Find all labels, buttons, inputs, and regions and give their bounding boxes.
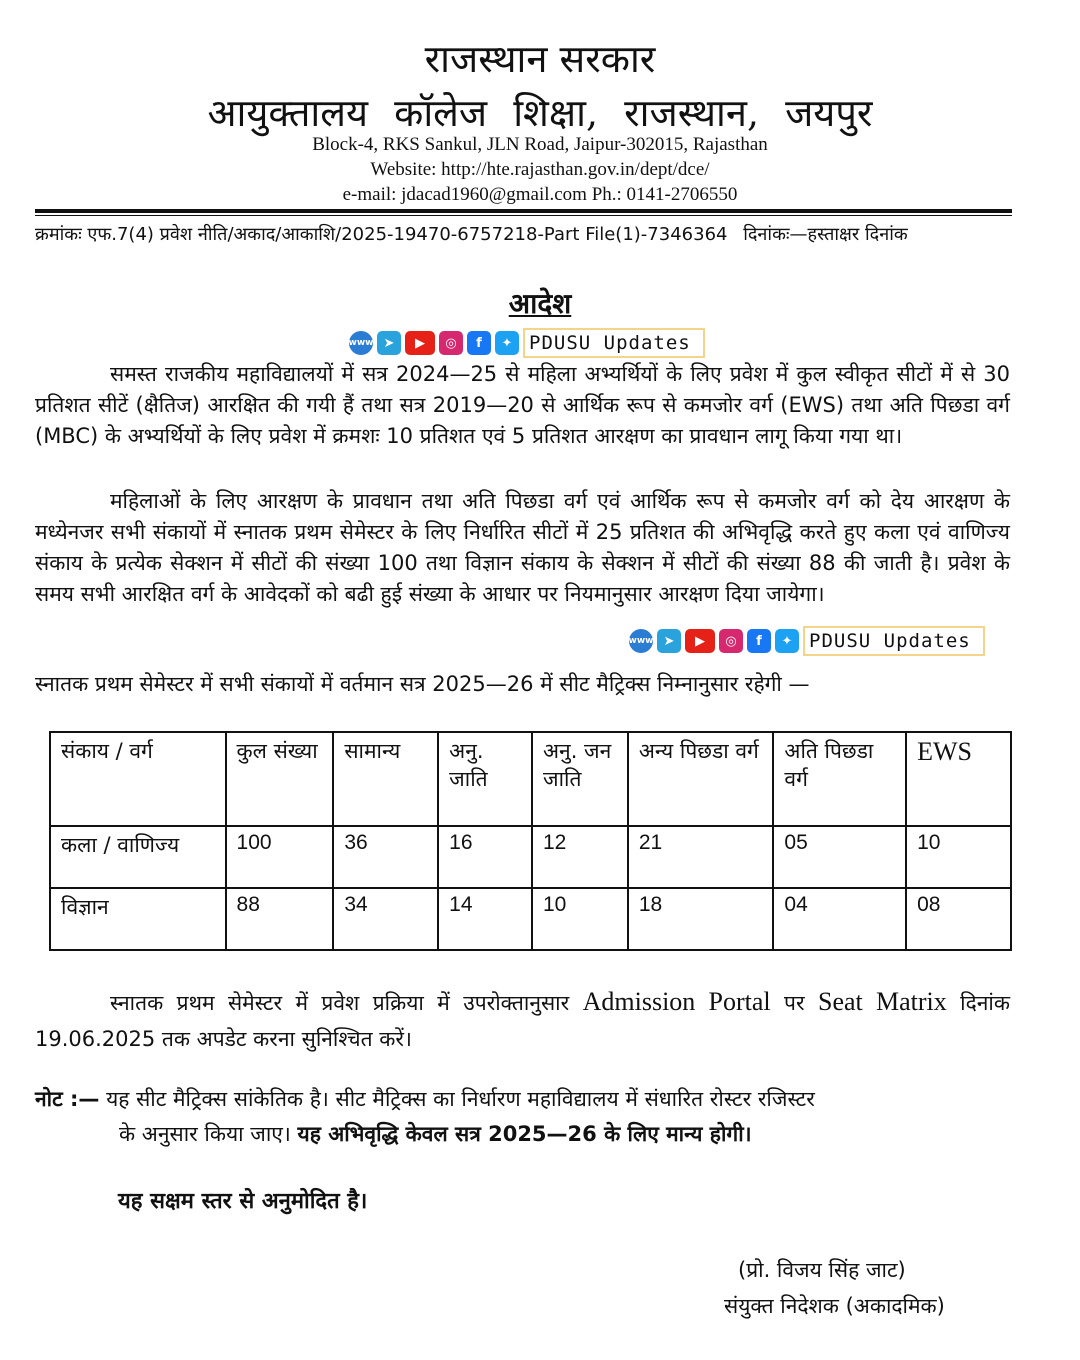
- office-title: आयुक्तालय कॉलेज शिक्षा, राजस्थान, जयपुर: [207, 91, 873, 135]
- note-label: नोट :—: [35, 1087, 100, 1111]
- reference-line: [35, 222, 908, 246]
- watermark-banner: [349, 328, 705, 358]
- table-cell: 16: [438, 826, 532, 888]
- admission-portal-text: Admission Portal: [582, 987, 771, 1016]
- table-cell: 08: [906, 888, 1011, 950]
- office-contact: e-mail: jdacad1960@gmail.com Ph.: 0141-2706550: [342, 184, 738, 205]
- header-cell-ews: EWS: [906, 732, 1011, 826]
- table-cell: 04: [773, 888, 906, 950]
- facebook-icon: f: [747, 629, 771, 653]
- globe-icon: www: [629, 629, 653, 653]
- seat-matrix-text: Seat Matrix: [817, 987, 947, 1016]
- reference-number: क्रमांकः एफ.7(4) प्रवेश नीति/अकाद/आकाशि/2025-19470-6757218-Part File(1)-7346364: [35, 224, 728, 245]
- note-block: [35, 1082, 1010, 1152]
- header-cell-obc: अन्य पिछडा वर्ग: [628, 732, 774, 826]
- matrix-intro: स्नातक प्रथम सेमेस्टर में सभी संकायों में वर्तमान सत्र 2025—26 में सीट मैट्रिक्स निम्नानुसार रहेगी —: [35, 672, 810, 696]
- youtube-icon: ▶: [405, 331, 435, 355]
- table-cell: 14: [438, 888, 532, 950]
- table-cell: 05: [773, 826, 906, 888]
- table-cell: 12: [532, 826, 628, 888]
- header-cell-mbc: अति पिछडा वर्ग: [773, 732, 906, 826]
- table-row: [50, 888, 1011, 950]
- instagram-icon: ◎: [719, 629, 743, 653]
- instagram-icon: ◎: [439, 331, 463, 355]
- note-line2: के अनुसार किया जाए।: [119, 1122, 291, 1146]
- table-cell: 21: [628, 826, 774, 888]
- table-cell: विज्ञान: [50, 888, 226, 950]
- table-cell: कला / वाणिज्य: [50, 826, 226, 888]
- instruction-paragraph: [35, 984, 1010, 1057]
- table-cell: 10: [532, 888, 628, 950]
- youtube-icon: ▶: [685, 629, 715, 653]
- watermark-banner-2: [629, 626, 985, 656]
- telegram-icon: ➤: [377, 331, 401, 355]
- header-cell-sc: अनु. जाति: [438, 732, 532, 826]
- header-cell-st: अनु. जन जाति: [532, 732, 628, 826]
- table-row: [50, 826, 1011, 888]
- office-address: Block-4, RKS Sankul, JLN Road, Jaipur-302015, Rajasthan: [312, 134, 768, 155]
- paragraph-seat-increase: महिलाओं के लिए आरक्षण के प्रावधान तथा अति पिछडा वर्ग एवं आर्थिक रूप से कमजोर वर्ग को देय आरक्षण के मध्येनजर सभी संकायों में स्नातक प्रथम सेमेस्टर के लिए निर्धारित सीटों में 25 प्रतिशत की अभिवृद्धि करते हुए कला एवं वाणिज्य संकाय के प्रत्येक सेक्शन में सीटों की संख्या 100 तथा विज्ञान संकाय के सेक्शन में सीटों की संख्या 88 की जाती है। प्रवेश के समय सभी आरक्षित वर्ग के आवेदकों को बढी हुई संख्या के आधार पर नियमानुसार आरक्षण दिया जायेगा।: [35, 489, 1010, 606]
- table-cell: 34: [333, 888, 438, 950]
- approval-statement: यह सक्षम स्तर से अनुमोदित है।: [118, 1189, 368, 1214]
- signatory-designation: संयुक्त निदेशक (अकादमिक): [724, 1294, 945, 1318]
- watermark-label: PDUSU Updates: [803, 626, 985, 656]
- seat-matrix-table: [49, 731, 1012, 951]
- office-website: Website: http://hte.rajasthan.gov.in/dept/dce/: [370, 159, 710, 180]
- header-cell-faculty: संकाय / वर्ग: [50, 732, 226, 826]
- facebook-icon: f: [467, 331, 491, 355]
- twitter-icon: ✦: [495, 331, 519, 355]
- telegram-icon: ➤: [657, 629, 681, 653]
- signatory-name: (प्रो. विजय सिंह जाट): [738, 1258, 906, 1282]
- table-cell: 88: [226, 888, 334, 950]
- table-header-row: [50, 732, 1011, 826]
- watermark-label: PDUSU Updates: [523, 328, 705, 358]
- paragraph-reservation: समस्त राजकीय महाविद्यालयों में सत्र 2024—25 से महिला अभ्यर्थियों के लिए प्रवेश में कुल स्वीकृत सीटों में से 30 प्रतिशत सीटें (क्षैतिज) आरक्षित की गयी हैं तथा सत्र 2019—20 से आर्थिक रूप से कमजोर वर्ग (EWS) तथा अति पिछडा वर्ग (MBC) के अभ्यर्थियों के लिए प्रवेश में क्रमशः 10 प्रतिशत एवं 5 प्रतिशत आरक्षण का प्रावधान लागू किया गया था।: [35, 362, 1010, 448]
- table-cell: 36: [333, 826, 438, 888]
- header-rule: [35, 209, 1012, 213]
- twitter-icon: ✦: [775, 629, 799, 653]
- instruction-part2: पर: [784, 991, 805, 1015]
- order-title: आदेश: [508, 287, 572, 320]
- table-cell: 10: [906, 826, 1011, 888]
- reference-date: दिनांकः—हस्ताक्षर दिनांक: [743, 224, 908, 245]
- header-cell-general: सामान्य: [333, 732, 438, 826]
- government-title: राजस्थान सरकार: [424, 37, 656, 81]
- table-cell: 18: [628, 888, 774, 950]
- note-line1: यह सीट मैट्रिक्स सांकेतिक है। सीट मैट्रिक्स का निर्धारण महाविद्यालय में संधारित रोस्टर रजिस्टर: [106, 1087, 815, 1111]
- instruction-part3: दिनांक 19.06.2025 तक अपडेट करना सुनिश्चित करें।: [35, 991, 1010, 1051]
- table-cell: 100: [226, 826, 334, 888]
- header-rule-thin: [35, 215, 1012, 216]
- globe-icon: www: [349, 331, 373, 355]
- note-emphasis: यह अभिवृद्धि केवल सत्र 2025—26 के लिए मान्य होगी।: [297, 1122, 752, 1146]
- instruction-part1: स्नातक प्रथम सेमेस्टर में प्रवेश प्रक्रिया में उपरोक्तानुसार: [110, 991, 570, 1015]
- header-cell-total: कुल संख्या: [226, 732, 334, 826]
